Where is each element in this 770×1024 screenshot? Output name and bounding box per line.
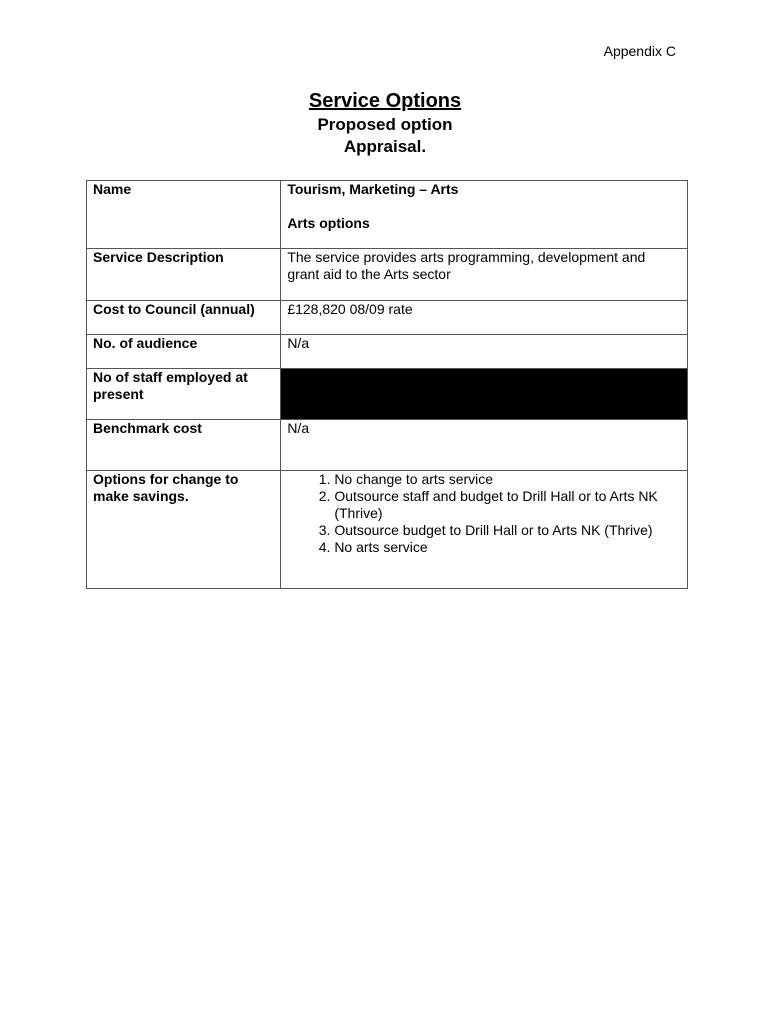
name-value-line-2: Arts options	[287, 215, 370, 231]
benchmark-label: Benchmark cost	[87, 420, 281, 471]
table-row-benchmark	[87, 420, 688, 471]
name-value	[281, 181, 688, 249]
table-row-name	[87, 181, 688, 249]
name-value-gap	[287, 198, 681, 215]
name-label: Name	[87, 181, 281, 249]
table-row-service-description	[87, 249, 688, 301]
page-title: Service Options	[308, 90, 462, 112]
appendix-label: Appendix C	[603, 43, 676, 59]
title-block	[0, 88, 770, 158]
name-value-line-1: Tourism, Marketing – Arts	[287, 181, 459, 197]
table-row-cost	[87, 301, 688, 335]
page-subtitle-line-2: Appraisal.	[343, 137, 427, 156]
appraisal-table	[86, 180, 688, 589]
audience-label: No. of audience	[87, 335, 281, 369]
table-row-audience	[87, 335, 688, 369]
options-list-item: 4. No arts service	[334, 539, 681, 556]
page-subtitle-line-1: Proposed option	[317, 115, 453, 134]
options-list	[287, 471, 681, 556]
options-value	[281, 471, 688, 589]
options-list-item: 2. Outsource staff and budget to Drill Hall or to Arts NK (Thrive)	[334, 488, 681, 522]
cost-value: £128,820 08/09 rate	[281, 301, 688, 335]
cost-label: Cost to Council (annual)	[87, 301, 281, 335]
staff-value-redacted	[281, 369, 688, 420]
audience-value: N/a	[281, 335, 688, 369]
options-list-item: 1. No change to arts service	[334, 471, 681, 488]
table-row-staff	[87, 369, 688, 420]
table-row-options	[87, 471, 688, 589]
options-label: Options for change to make savings.	[87, 471, 281, 589]
staff-label: No of staff employed at present	[87, 369, 281, 420]
options-list-item: 3. Outsource budget to Drill Hall or to Arts NK (Thrive)	[334, 522, 681, 539]
service-description-value: The service provides arts programming, development and grant aid to the Arts sector	[281, 249, 688, 301]
service-description-label: Service Description	[87, 249, 281, 301]
benchmark-value: N/a	[281, 420, 688, 471]
